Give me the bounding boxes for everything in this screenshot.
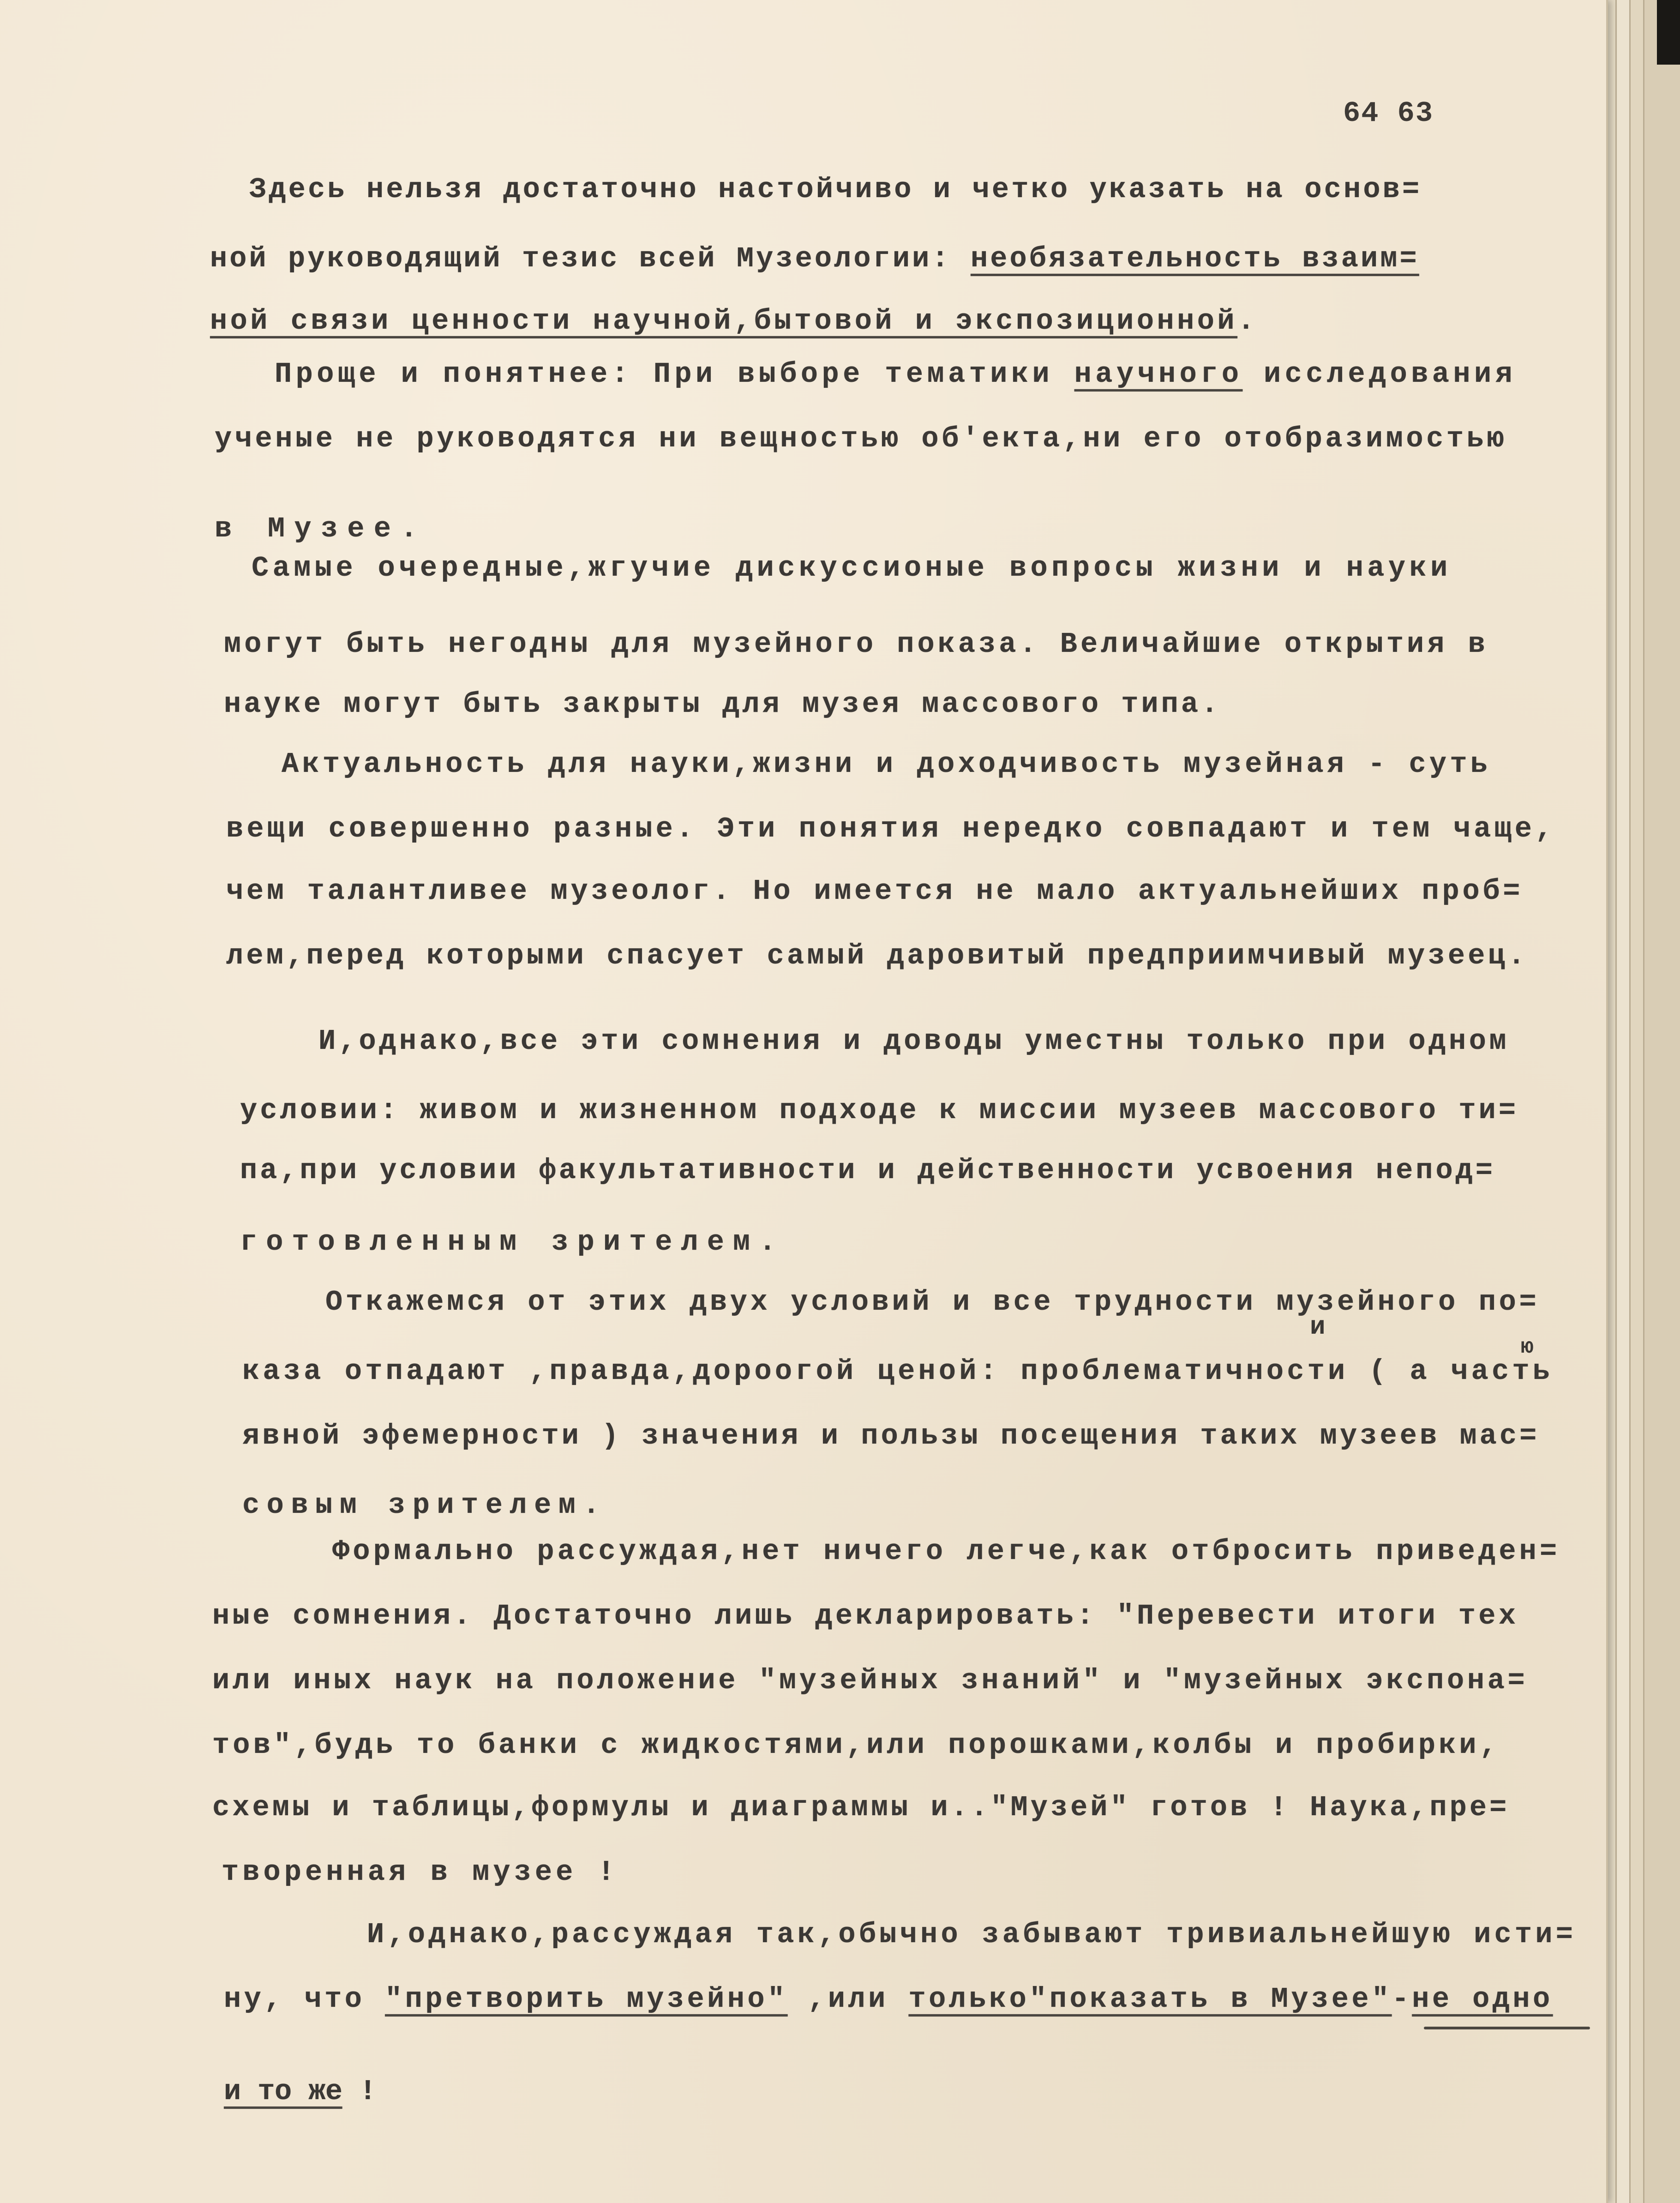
text-segment: Самые очередные,жгучие дискуссионые вопросы жизни и науки (252, 552, 1452, 584)
text-segment: ! (342, 2075, 376, 2108)
text-line (224, 1985, 1553, 2014)
pen-underline (1424, 2027, 1590, 2029)
text-segment: И,однако,рассуждая так,обычно забывают тривиальнейшую исти= (367, 1918, 1577, 1951)
text-line (212, 1731, 1500, 1760)
text-segment: условии: живом и жизненном подходе к миссии музеев массового ти= (240, 1094, 1519, 1127)
text-segment: творенная в музее ! (222, 1856, 618, 1889)
text-segment: чем талантливее музеолог. Но имеется не мало актуальнейших проб= (226, 875, 1524, 908)
text-line (242, 1491, 607, 1520)
text-line (224, 690, 1221, 719)
text-segment: ну, что (224, 1983, 385, 2016)
underlined-text: и то же (224, 2075, 342, 2108)
text-segment: могут быть негодны для музейного показа. Величайшие открытия в (224, 628, 1488, 661)
text-line (222, 1858, 618, 1887)
text-line (332, 1537, 1560, 1566)
text-segment: па,при условии факультативности и действенности усвоения непод= (240, 1154, 1495, 1187)
text-line (210, 242, 1419, 275)
text-segment: ,или (787, 1983, 909, 2016)
text-segment: И,однако,все эти сомнения и доводы уместны только при одном (318, 1025, 1510, 1058)
text-line (242, 1357, 1553, 1386)
text-segment: явной эфемерности ) значения и пользы посещения таких музеев мас= (242, 1420, 1540, 1452)
text-segment: науке могут быть закрыты для музея массового типа. (224, 688, 1221, 721)
text-line (210, 307, 1258, 336)
text-line (224, 630, 1488, 659)
text-segment: Откажемся от этих двух условий и все трудности музейного по= (325, 1286, 1540, 1318)
text-segment: Формально рассуждая,нет ничего легче,как отбросить приведен= (332, 1535, 1560, 1568)
text-line (367, 1920, 1576, 1949)
text-line (242, 1422, 1539, 1451)
text-line (249, 175, 1422, 204)
underlined-text: научного (1074, 358, 1243, 391)
text-segment: лем,перед которыми спасует самый даровитый предприимчивый музеец. (226, 939, 1528, 972)
text-segment: . (1237, 305, 1258, 337)
text-line (226, 877, 1523, 906)
text-segment: Актуальность для науки,жизни и доходчивость музейная - суть (282, 748, 1491, 781)
text-segment: схемы и таблицы,формулы и диаграммы и.."Музей" готов ! Наука,пре= (212, 1791, 1510, 1824)
text-line (325, 1288, 1539, 1317)
text-line (226, 939, 1528, 972)
correction-superscript-yu: ю (1521, 1335, 1534, 1359)
text-line (212, 1602, 1518, 1631)
text-segment: вещи совершенно разные. Эти понятия нередко совпадают и тем чаще, (226, 813, 1556, 845)
binding-shadow (1657, 0, 1680, 65)
text-line (226, 815, 1555, 843)
underlined-text: необязательность взаим= (970, 242, 1419, 275)
underlined-text: ной связи ценности научной,бытовой и экспозиционной (210, 305, 1238, 337)
text-segment: в Музее. (215, 512, 427, 545)
text-segment: готовленным зрителем. (240, 1226, 785, 1258)
text-segment: совым зрителем. (242, 1489, 607, 1522)
text-segment: ной руководящий тезис всей Музеологии: (210, 242, 971, 275)
underlined-text: только"показать в Музее" (908, 1983, 1392, 2016)
text-line (212, 1664, 1528, 1697)
text-line (212, 1791, 1510, 1824)
text-line (252, 554, 1452, 583)
underlined-text: не одно (1412, 1983, 1553, 2016)
page-stack-edge (1643, 0, 1680, 2203)
text-segment: ученые не руководятся ни вещностью об'екта,ни его отобразимостью (215, 422, 1507, 455)
text-line (275, 360, 1516, 389)
text-segment: или иных наук на положение "музейных знаний" и "музейных экспона= (212, 1664, 1528, 1697)
correction-superscript-i: и (1310, 1312, 1326, 1342)
text-line (240, 1096, 1518, 1125)
text-line (215, 422, 1507, 455)
text-segment: Здесь нельзя достаточно настойчиво и четко указать на основ= (249, 173, 1422, 206)
underlined-text: "претворить музейно" (385, 1983, 788, 2016)
text-segment: каза отпадают ,правда,дороогой ценой: проблематичности ( а часть (242, 1355, 1554, 1388)
text-segment: Проще и понятнее: При выборе тематики (275, 358, 1074, 391)
page-number: 64 63 (1343, 97, 1434, 130)
text-line (240, 1156, 1495, 1185)
text-segment: исследования (1242, 358, 1517, 391)
text-line (282, 750, 1491, 779)
text-line (318, 1027, 1509, 1056)
text-segment: - (1392, 1983, 1412, 2016)
text-line (224, 2077, 376, 2106)
text-segment: тов",будь то банки с жидкостями,или порошками,колбы и пробирки, (212, 1729, 1500, 1762)
text-line (240, 1228, 785, 1257)
text-line (215, 512, 427, 545)
text-segment: ные сомнения. Достаточно лишь декларировать: "Перевести итоги тех (212, 1600, 1519, 1632)
